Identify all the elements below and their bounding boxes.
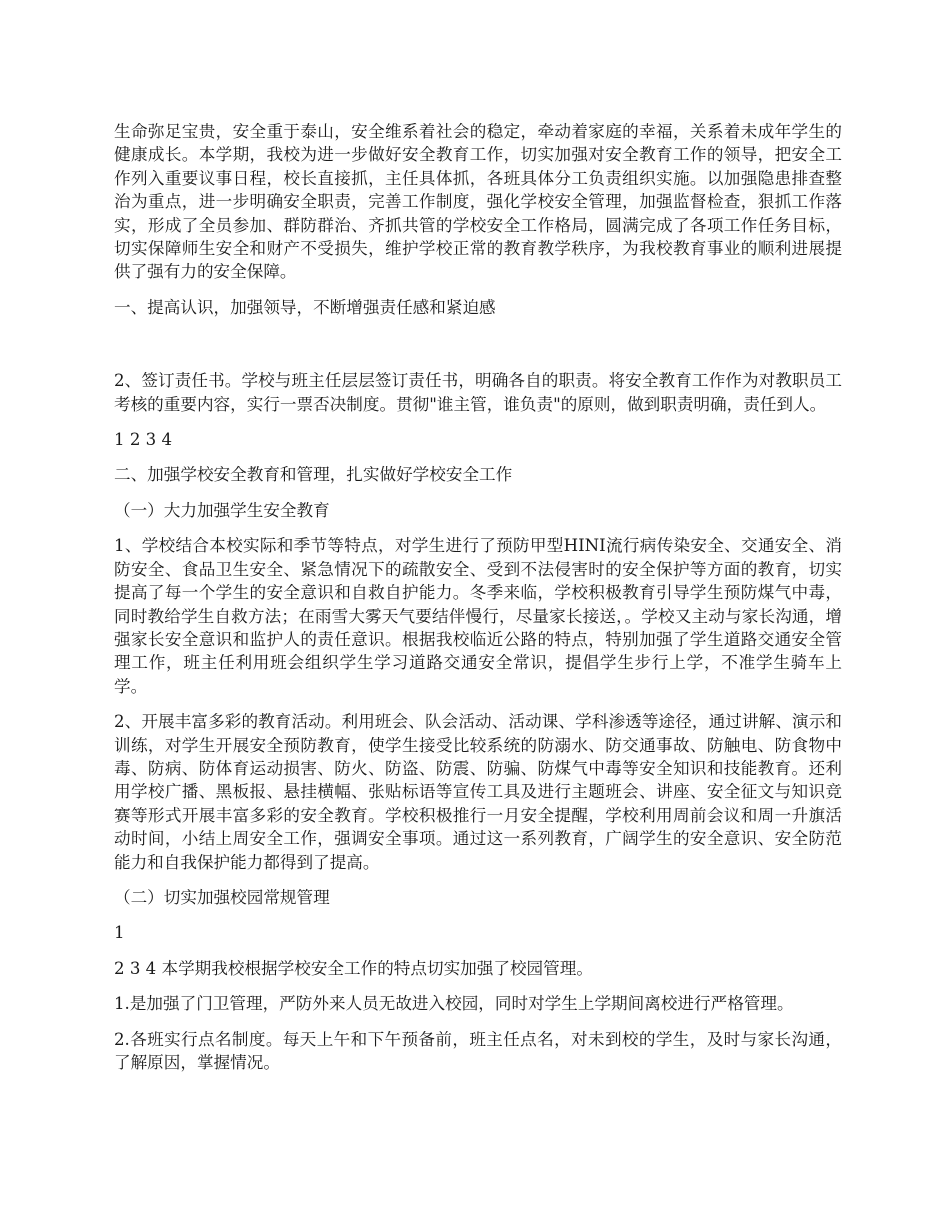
paragraph-responsibility: 2、签订责任书。学校与班主任层层签订责任书，明确各自的职责。将安全教育工作作为对教职员工考核的重要内容，实行一票否决制度。贯彻"谁主管，谁负责"的原则，做到职责明确，责任到人。: [114, 371, 842, 414]
subsection-heading-1: （一）大力加强学生安全教育: [114, 500, 330, 520]
paragraph-campus-management: 2 3 4 本学期我校根据学校安全工作的特点切实加强了校园管理。: [114, 958, 593, 978]
section-heading-2: 二、加强学校安全教育和管理，扎实做好学校安全工作: [114, 465, 513, 485]
section-heading-1: 一、提高认识，加强领导，不断增强责任感和紧迫感: [114, 297, 496, 317]
paragraph-gate-management: 1.是加强了门卫管理，严防外来人员无故进入校园，同时对学生上学期间离校进行严格管理。: [114, 994, 794, 1014]
list-numbers: 1 2 3 4: [114, 430, 173, 450]
subsection-heading-2: （二）切实加强校园常规管理: [114, 887, 330, 907]
list-number-1: 1: [114, 923, 125, 943]
paragraph-roll-call: 2.各班实行点名制度。每天上午和下午预备前，班主任点名，对未到校的学生，及时与家长沟通，了解原因，掌握情况。: [114, 1029, 842, 1072]
document-body: [114, 120, 842, 1074]
intro-paragraph: 生命弥足宝贵，安全重于泰山，安全维系着社会的稳定，牵动着家庭的幸福，关系着未成年学生的健康成长。本学期，我校为进一步做好安全教育工作，切实加强对安全教育工作的领导，把安全工作列入重要议事日程，校长直接抓，主任具体抓，各班具体分工负责组织实施。以加强隐患排查整治为重点，进一步明确安全职责，完善工作制度，强化学校安全管理，加强监督检查，狠抓工作落实，形成了全员参加、群防群治、齐抓共管的学校安全工作格局，圆满完成了各项工作任务目标，切实保障师生安全和财产不受损失，维护学校正常的教育教学秩序，为我校教育事业的顺利进展提供了强有力的安全保障。: [114, 122, 842, 282]
paragraph-activities: 2、开展丰富多彩的教育活动。利用班会、队会活动、活动课、学科渗透等途径，通过讲解、演示和训练，对学生开展安全预防教育，使学生接受比较系统的防溺水、防交通事故、防触电、防食物中毒、防病、防体育运动损害、防火、防盗、防震、防骗、防煤气中毒等安全知识和技能教育。还利用学校广播、黑板报、悬挂横幅、张贴标语等宣传工具及进行主题班会、讲座、安全征文与知识竞赛等形式开展丰富多彩的安全教育。学校积极推行一月安全提醒，学校利用周前会议和周一升旗活动时间，小结上周安全工作，强调安全事项。通过这一系列教育，广阔学生的安全意识、安全防范能力和自我保护能力都得到了提高。: [114, 712, 842, 872]
paragraph-safety-education: 1、学校结合本校实际和季节等特点，对学生进行了预防甲型HINI流行病传染安全、交通安全、消防安全、食品卫生安全、紧急情况下的疏散安全、受到不法侵害时的安全保护等方面的教育，切实提高了每一个学生的安全意识和自救自护能力。冬季来临，学校积极教育引导学生预防煤气中毒，同时教给学生自救方法；在雨雪大雾天气要结伴慢行，尽量家长接送，。学校又主动与家长沟通，增强家长安全意识和监护人的责任意识。根据我校临近公路的特点，特别加强了学生道路交通安全管理工作，班主任利用班会组织学生学习道路交通安全常识，提倡学生步行上学，不准学生骑车上学。: [114, 536, 842, 696]
